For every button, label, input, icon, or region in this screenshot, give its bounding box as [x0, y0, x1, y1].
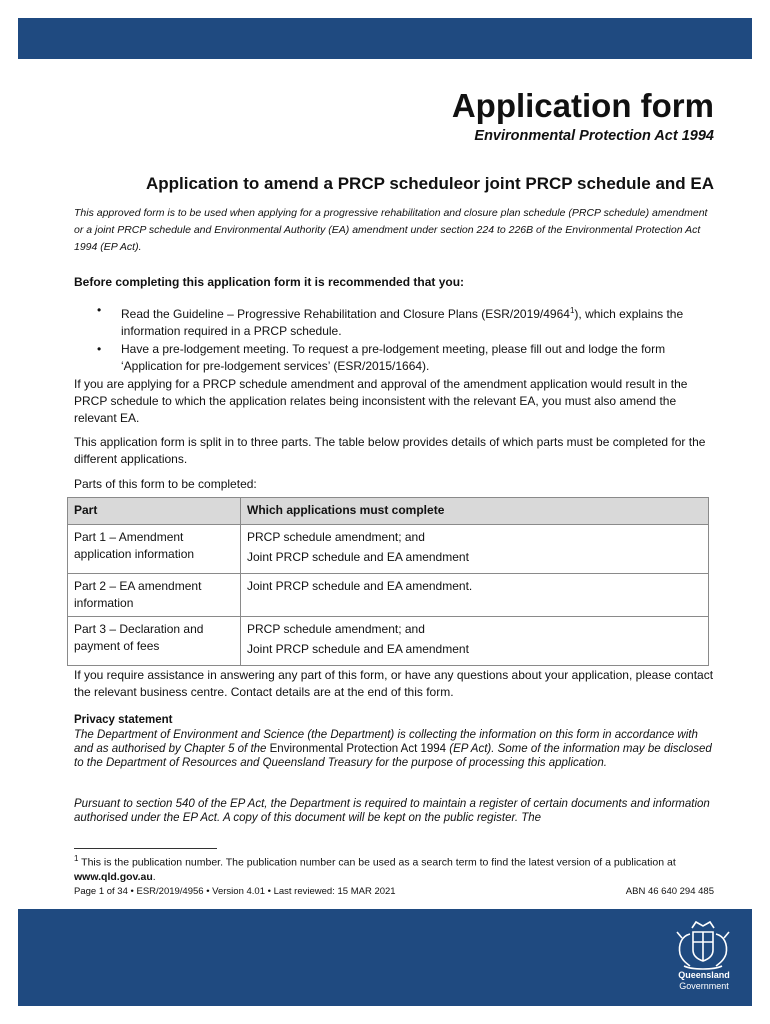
intro-text: This approved form is to be used when applying for a progressive rehabilitation and closure plan schedule (PRCP schedule) amendment or a joint PRCP schedule and Environmental Authority (EA) amendment under section 224 to 226B of the Environmental Protection Act 1994 (EP Act). [74, 207, 708, 253]
form-heading: Application to amend a PRCP scheduleor joint PRCP schedule and EA [145, 174, 714, 193]
recommend-heading: Before completing this application form it is recommended that you: [74, 275, 465, 289]
bullet-icon: • [97, 303, 102, 317]
privacy-heading: Privacy statement [74, 714, 173, 726]
table-row [68, 574, 709, 617]
recommend-list [74, 302, 714, 376]
table-cell-part: Part 1 – Amendment application information [68, 525, 241, 574]
assistance-text: If you require assistance in answering any part of this form, or have any questions about your application, please contact the relevant business centre. Contact details are at the end of this form. [74, 668, 714, 699]
publication-link[interactable]: www.qld.gov.au [74, 870, 153, 883]
footer-page-info: Page 1 of 34 • ESR/2019/4956 • Version 4.01 • Last reviewed: 15 MAR 2021 [74, 886, 396, 897]
header-banner [18, 18, 752, 59]
footnote: $^1$ This is the publication number. The publication number can be used as a search term to find the latest version of a publication at www.qld.gov.au. [74, 854, 676, 883]
footer-abn: ABN 46 640 294 485 [625, 886, 714, 897]
footer-banner [18, 909, 752, 1006]
parts-table-caption: Parts of this form to be completed: [74, 477, 257, 491]
ea-amendment-note: If you are applying for a PRCP schedule amendment and approval of the amendment application would result in the PRCP schedule to which the application relates being inconsistent with the relevant EA, you must also amend the relevant EA. [74, 377, 688, 425]
footnote-ref[interactable]: 1 [569, 306, 575, 315]
column-header-part: Part [68, 498, 241, 525]
table-cell-applications: PRCP schedule amendment; and Joint PRCP schedule and EA amendment [241, 617, 709, 666]
queensland-government-logo: Queensland Government [678, 970, 730, 991]
table-cell-applications: PRCP schedule amendment; and Joint PRCP schedule and EA amendment [241, 525, 709, 574]
parts-table [67, 497, 709, 666]
table-cell-part: Part 2 – EA amendment information [68, 574, 241, 617]
page-subtitle: Environmental Protection Act 1994 [474, 128, 714, 144]
table-cell-part: Part 3 – Declaration and payment of fees [68, 617, 241, 666]
parts-overview: This application form is split in to three parts. The table below provides details of which parts must be completed for the different applications. [74, 435, 706, 466]
table-cell-applications: Joint PRCP schedule and EA amendment. [241, 574, 709, 617]
public-register-statement: Pursuant to section 540 of the EP Act, the Department is required to maintain a register of certain documents and information authorised under the EP Act. A copy of this document will be kept on the public register. The [74, 798, 710, 824]
privacy-statement: The Department of Environment and Science (the Department) is collecting the information on this form in accordance with and as authorised by Chapter 5 of the Environmental Protection Act 1994 (EP Act). Some of the information may be disclosed to the Department of Resources and Queensland Treasury for the purpose of processing this application. [74, 729, 712, 769]
table-row [68, 525, 709, 574]
list-item: • Read the Guideline – Progressive Rehabilitation and Closure Plans (ESR/2019/4964$^1$), which explains the information required in a PRCP schedule. [97, 303, 684, 338]
bullet-icon: • [97, 342, 102, 356]
table-row [68, 617, 709, 666]
list-item: • Have a pre-lodgement meeting. To request a pre-lodgement meeting, please fill out and lodge the form ‘Application for pre-lodgement services’ (ESR/2015/1664). [97, 342, 666, 373]
table-header-row [68, 498, 709, 525]
column-header-applications: Which applications must complete [241, 498, 709, 525]
page-title: Application form [451, 87, 714, 124]
footnote-divider [74, 848, 217, 849]
